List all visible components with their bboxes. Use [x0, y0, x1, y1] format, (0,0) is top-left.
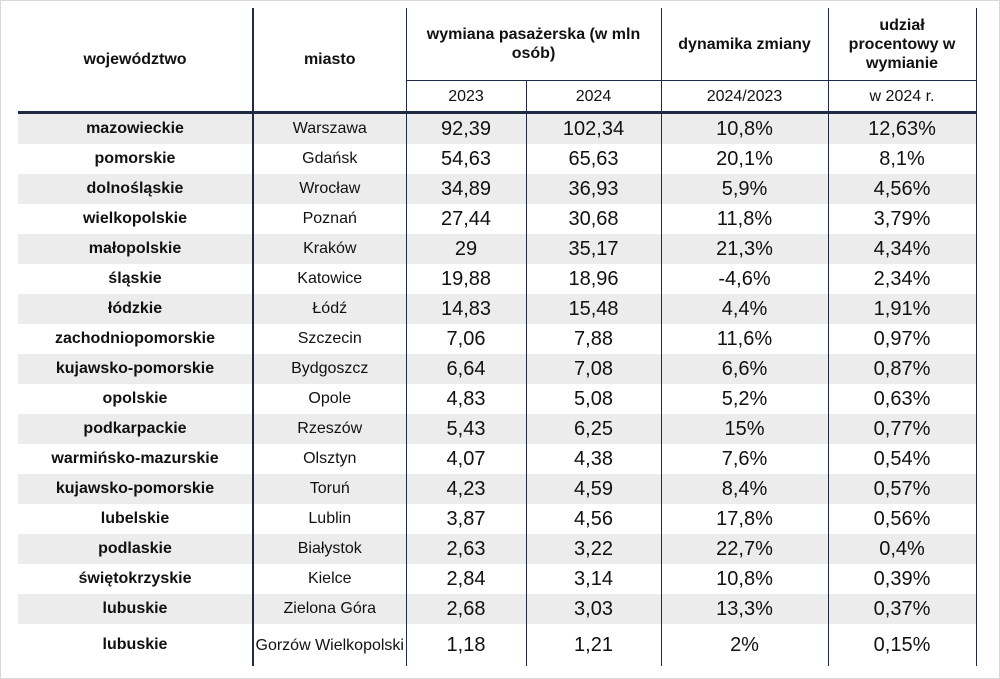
cell-2023: 3,87 — [406, 504, 526, 534]
cell-region: świętokrzyskie — [18, 564, 253, 594]
cell-city: Łódź — [253, 294, 406, 324]
cell-2023: 4,83 — [406, 384, 526, 414]
table-row — [18, 174, 976, 204]
cell-region: dolnośląskie — [18, 174, 253, 204]
cell-city: Gorzów Wielkopolski — [253, 624, 406, 666]
cell-dynamics: 4,4% — [661, 294, 828, 324]
cell-share: 0,37% — [828, 594, 976, 624]
cell-2024: 4,38 — [526, 444, 661, 474]
table-row — [18, 474, 976, 504]
cell-2024: 15,48 — [526, 294, 661, 324]
subheader-dynamics: 2024/2023 — [661, 81, 828, 113]
cell-share: 0,54% — [828, 444, 976, 474]
table-row — [18, 444, 976, 474]
cell-city: Gdańsk — [253, 144, 406, 174]
cell-share: 0,57% — [828, 474, 976, 504]
cell-share: 0,39% — [828, 564, 976, 594]
table-row — [18, 324, 976, 354]
cell-city: Wrocław — [253, 174, 406, 204]
cell-share: 12,63% — [828, 113, 976, 145]
subheader-2024: 2024 — [526, 81, 661, 113]
cell-dynamics: 21,3% — [661, 234, 828, 264]
cell-region: lubuskie — [18, 624, 253, 666]
cell-share: 0,4% — [828, 534, 976, 564]
cell-2023: 92,39 — [406, 113, 526, 145]
cell-city: Katowice — [253, 264, 406, 294]
cell-region: podkarpackie — [18, 414, 253, 444]
cell-dynamics: -4,6% — [661, 264, 828, 294]
cell-dynamics: 6,6% — [661, 354, 828, 384]
cell-2023: 14,83 — [406, 294, 526, 324]
table-row — [18, 294, 976, 324]
table-row — [18, 204, 976, 234]
cell-city: Kraków — [253, 234, 406, 264]
passenger-exchange-table — [18, 8, 977, 666]
cell-region: łódzkie — [18, 294, 253, 324]
cell-dynamics: 17,8% — [661, 504, 828, 534]
cell-region: małopolskie — [18, 234, 253, 264]
cell-dynamics: 2% — [661, 624, 828, 666]
cell-share: 2,34% — [828, 264, 976, 294]
cell-region: opolskie — [18, 384, 253, 414]
cell-region: wielkopolskie — [18, 204, 253, 234]
cell-dynamics: 8,4% — [661, 474, 828, 504]
table-row — [18, 594, 976, 624]
cell-2024: 3,03 — [526, 594, 661, 624]
cell-2024: 35,17 — [526, 234, 661, 264]
table-row — [18, 354, 976, 384]
cell-share: 0,63% — [828, 384, 976, 414]
cell-city: Białystok — [253, 534, 406, 564]
cell-dynamics: 20,1% — [661, 144, 828, 174]
cell-region: kujawsko-pomorskie — [18, 354, 253, 384]
cell-city: Toruń — [253, 474, 406, 504]
table-row — [18, 144, 976, 174]
cell-2023: 54,63 — [406, 144, 526, 174]
cell-dynamics: 15% — [661, 414, 828, 444]
header-dynamics: dynamika zmiany — [661, 8, 828, 81]
cell-dynamics: 11,6% — [661, 324, 828, 354]
cell-city: Bydgoszcz — [253, 354, 406, 384]
cell-city: Lublin — [253, 504, 406, 534]
cell-share: 0,56% — [828, 504, 976, 534]
header-share-label: udział procentowy w wymianie — [848, 16, 956, 72]
cell-2024: 4,59 — [526, 474, 661, 504]
cell-region: podlaskie — [18, 534, 253, 564]
cell-2024: 7,88 — [526, 324, 661, 354]
cell-2024: 1,21 — [526, 624, 661, 666]
table-row — [18, 534, 976, 564]
cell-dynamics: 5,2% — [661, 384, 828, 414]
cell-2024: 30,68 — [526, 204, 661, 234]
cell-city: Poznań — [253, 204, 406, 234]
cell-dynamics: 5,9% — [661, 174, 828, 204]
cell-city: Rzeszów — [253, 414, 406, 444]
table-row — [18, 384, 976, 414]
cell-region: lubelskie — [18, 504, 253, 534]
cell-city: Olsztyn — [253, 444, 406, 474]
cell-share: 0,15% — [828, 624, 976, 666]
cell-2023: 2,68 — [406, 594, 526, 624]
cell-region: kujawsko-pomorskie — [18, 474, 253, 504]
cell-2023: 27,44 — [406, 204, 526, 234]
cell-region: mazowieckie — [18, 113, 253, 145]
cell-city: Warszawa — [253, 113, 406, 145]
cell-2024: 6,25 — [526, 414, 661, 444]
cell-2024: 65,63 — [526, 144, 661, 174]
cell-2023: 7,06 — [406, 324, 526, 354]
subheader-2023: 2023 — [406, 81, 526, 113]
table-row — [18, 504, 976, 534]
cell-2024: 5,08 — [526, 384, 661, 414]
table-row — [18, 624, 976, 666]
cell-2023: 29 — [406, 234, 526, 264]
cell-2023: 34,89 — [406, 174, 526, 204]
cell-2023: 4,23 — [406, 474, 526, 504]
cell-share: 1,91% — [828, 294, 976, 324]
cell-region: lubuskie — [18, 594, 253, 624]
cell-share: 0,97% — [828, 324, 976, 354]
cell-2023: 6,64 — [406, 354, 526, 384]
header-share — [828, 8, 976, 81]
table-row — [18, 564, 976, 594]
cell-2024: 4,56 — [526, 504, 661, 534]
cell-2023: 19,88 — [406, 264, 526, 294]
cell-2024: 7,08 — [526, 354, 661, 384]
cell-2024: 3,22 — [526, 534, 661, 564]
cell-dynamics: 11,8% — [661, 204, 828, 234]
table-row — [18, 234, 976, 264]
table-row — [18, 113, 976, 145]
cell-region: pomorskie — [18, 144, 253, 174]
cell-region: warmińsko-mazurskie — [18, 444, 253, 474]
cell-2024: 3,14 — [526, 564, 661, 594]
subheader-share: w 2024 r. — [828, 81, 976, 113]
header-city: miasto — [253, 8, 406, 113]
cell-2023: 2,63 — [406, 534, 526, 564]
cell-share: 4,34% — [828, 234, 976, 264]
cell-city: Kielce — [253, 564, 406, 594]
cell-dynamics: 10,8% — [661, 113, 828, 145]
cell-city: Szczecin — [253, 324, 406, 354]
cell-share: 8,1% — [828, 144, 976, 174]
cell-dynamics: 7,6% — [661, 444, 828, 474]
cell-2023: 5,43 — [406, 414, 526, 444]
cell-share: 0,77% — [828, 414, 976, 444]
cell-2024: 102,34 — [526, 113, 661, 145]
table-row — [18, 414, 976, 444]
cell-2023: 2,84 — [406, 564, 526, 594]
table-row — [18, 264, 976, 294]
cell-dynamics: 22,7% — [661, 534, 828, 564]
cell-city: Opole — [253, 384, 406, 414]
cell-share: 0,87% — [828, 354, 976, 384]
cell-region: śląskie — [18, 264, 253, 294]
cell-2024: 18,96 — [526, 264, 661, 294]
cell-2024: 36,93 — [526, 174, 661, 204]
cell-region: zachodniopomorskie — [18, 324, 253, 354]
cell-dynamics: 10,8% — [661, 564, 828, 594]
cell-city: Zielona Góra — [253, 594, 406, 624]
header-passenger-exchange: wymiana pasażerska (w mln osób) — [406, 8, 661, 81]
cell-2023: 1,18 — [406, 624, 526, 666]
table-body — [18, 113, 976, 667]
cell-share: 3,79% — [828, 204, 976, 234]
header-region: województwo — [18, 8, 253, 113]
cell-2023: 4,07 — [406, 444, 526, 474]
cell-share: 4,56% — [828, 174, 976, 204]
cell-dynamics: 13,3% — [661, 594, 828, 624]
